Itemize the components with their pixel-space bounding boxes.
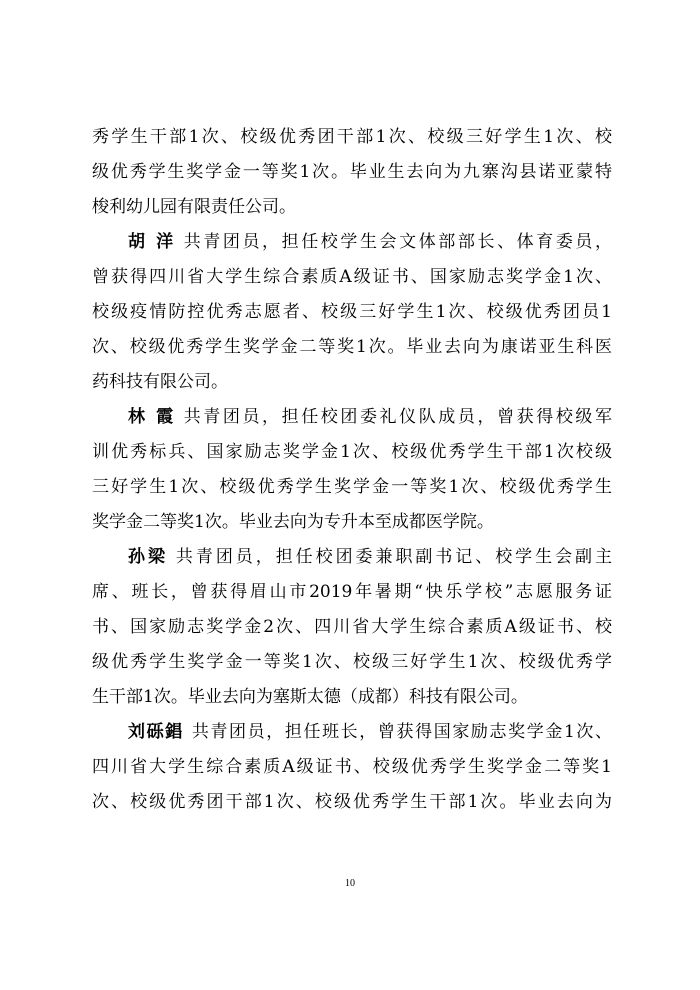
text-line: 书、国家励志奖学金2次、四川省大学生综合素质A级证书、校 xyxy=(92,617,612,637)
person-name: 胡 洋 xyxy=(128,232,176,252)
text-line: 次、校级优秀学生奖学金二等奖1次。毕业去向为康诺亚生科医 xyxy=(92,337,612,357)
text-line: 共青团员，担任校团委兼职副书记、校学生会副主 xyxy=(175,547,612,567)
text-line: 生干部1次。毕业去向为塞斯太德（成都）科技有限公司。 xyxy=(92,687,528,707)
person-name: 刘砾錩 xyxy=(128,722,184,742)
text-line: 秀学生干部1次、校级优秀团干部1次、校级三好学生1次、校 xyxy=(92,127,612,147)
paragraph-first-line xyxy=(92,225,612,260)
text-line: 次、校级优秀团干部1次、校级优秀学生干部1次。毕业去向为 xyxy=(92,792,612,812)
text-line: 药科技有限公司。 xyxy=(92,372,228,392)
page-number: 10 xyxy=(345,878,355,889)
person-name: 孙梁 xyxy=(128,547,168,567)
text-line: 席、班长，曾获得眉山市2019年暑期“快乐学校”志愿服务证 xyxy=(92,582,612,602)
text-line: 梭利幼儿园有限责任公司。 xyxy=(92,197,296,217)
paragraph-first-line xyxy=(92,715,612,750)
text-line: 四川省大学生综合素质A级证书、校级优秀学生奖学金二等奖1 xyxy=(92,757,612,777)
text-line: 训优秀标兵、国家励志奖学金1次、校级优秀学生干部1次校级 xyxy=(92,442,612,462)
text-line: 级优秀学生奖学金一等奖1次、校级三好学生1次、校级优秀学 xyxy=(92,652,612,672)
person-name: 林 霞 xyxy=(128,407,176,427)
text-line: 曾获得四川省大学生综合素质A级证书、国家励志奖学金1次、 xyxy=(92,267,612,287)
document-body xyxy=(92,120,612,820)
text-line: 共青团员，担任校团委礼仪队成员，曾获得校级军 xyxy=(183,407,612,427)
paragraph-first-line xyxy=(92,540,612,575)
paragraph-first-line xyxy=(92,400,612,435)
text-line: 校级疫情防控优秀志愿者、校级三好学生1次、校级优秀团员1 xyxy=(92,302,612,322)
text-line: 级优秀学生奖学金一等奖1次。毕业生去向为九寨沟县诺亚蒙特 xyxy=(92,162,612,182)
text-line: 三好学生1次、校级优秀学生奖学金一等奖1次、校级优秀学生 xyxy=(92,477,612,497)
text-line: 共青团员，担任校学生会文体部部长、体育委员， xyxy=(183,232,612,252)
text-line: 共青团员，担任班长，曾获得国家励志奖学金1次、 xyxy=(191,722,612,742)
text-line: 奖学金二等奖1次。毕业去向为专升本至成都医学院。 xyxy=(92,512,494,532)
